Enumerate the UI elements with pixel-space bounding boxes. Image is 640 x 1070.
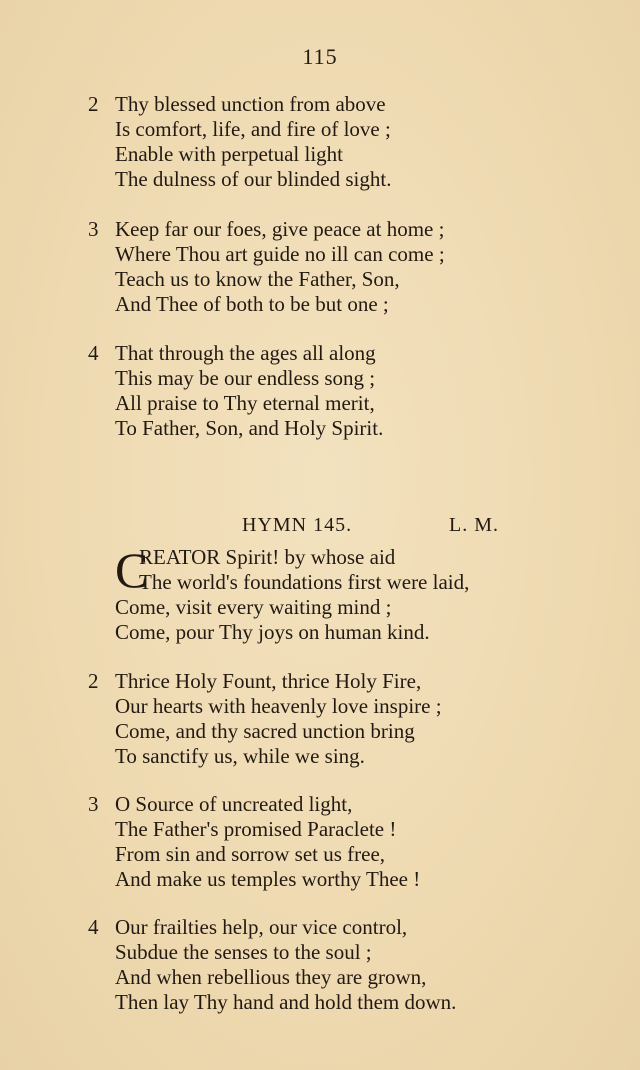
- stanza-line: The world's foundations first were laid,: [139, 570, 470, 594]
- stanza-line: The Father's promised Paraclete !: [115, 817, 397, 841]
- stanza-line: Where Thou art guide no ill can come ;: [115, 242, 445, 266]
- stanza-line: From sin and sorrow set us free,: [115, 842, 386, 866]
- previous-hymn-stanza-2: [88, 92, 548, 192]
- previous-hymn-stanza-3: [88, 217, 548, 317]
- stanza-line: Is comfort, life, and fire of love ;: [115, 117, 391, 141]
- stanza-line: Enable with perpetual light: [115, 142, 344, 166]
- stanza-number: 3: [88, 217, 99, 241]
- stanza-number: 2: [88, 92, 99, 116]
- stanza-line: Subdue the senses to the soul ;: [115, 940, 372, 964]
- drop-cap: C: [115, 542, 149, 598]
- hymn-stanza-3: [88, 792, 548, 892]
- stanza-line: 3 O Source of uncreated light,: [88, 792, 353, 816]
- stanza-line: REATOR Spirit! by whose aid: [139, 545, 396, 569]
- stanza-line: 3 Keep far our foes, give peace at home ;: [88, 217, 445, 241]
- stanza-line: Our hearts with heavenly love inspire ;: [115, 694, 442, 718]
- hymn-meter: L. M.: [449, 514, 499, 536]
- stanza-line: Come, visit every waiting mind ;: [115, 595, 392, 619]
- hymn-stanza-1: [115, 542, 555, 645]
- previous-hymn-stanza-4: [88, 341, 548, 441]
- stanza-line: All praise to Thy eternal merit,: [115, 391, 375, 415]
- stanza-line: To sanctify us, while we sing.: [115, 744, 365, 768]
- stanza-number: 2: [88, 669, 99, 693]
- stanza-line: And Thee of both to be but one ;: [115, 292, 389, 316]
- stanza-line: Come, pour Thy joys on human kind.: [115, 620, 430, 644]
- stanza-line: To Father, Son, and Holy Spirit.: [115, 416, 384, 440]
- stanza-line: This may be our endless song ;: [115, 366, 376, 390]
- stanza-line: Then lay Thy hand and hold them down.: [115, 990, 457, 1014]
- stanza-number: 4: [88, 915, 99, 939]
- stanza-line: The dulness of our blinded sight.: [115, 167, 392, 191]
- stanza-line: And make us temples worthy Thee !: [115, 867, 421, 891]
- stanza-line: 2 Thy blessed unction from above: [88, 92, 386, 116]
- stanza-line: 4 Our frailties help, our vice control,: [88, 915, 408, 939]
- stanza-line: Come, and thy sacred unction bring: [115, 719, 415, 743]
- stanza-line: Teach us to know the Father, Son,: [115, 267, 400, 291]
- stanza-line: 2 Thrice Holy Fount, thrice Holy Fire,: [88, 669, 422, 693]
- hymn-stanza-2: [88, 669, 548, 769]
- hymn-title: HYMN 145.: [242, 514, 353, 536]
- stanza-number: 4: [88, 341, 99, 365]
- hymn-stanza-4: [88, 915, 548, 1015]
- page-number: 115: [302, 44, 338, 69]
- stanza-number: 3: [88, 792, 99, 816]
- stanza-line: 4 That through the ages all along: [88, 341, 376, 365]
- stanza-line: And when rebellious they are grown,: [115, 965, 427, 989]
